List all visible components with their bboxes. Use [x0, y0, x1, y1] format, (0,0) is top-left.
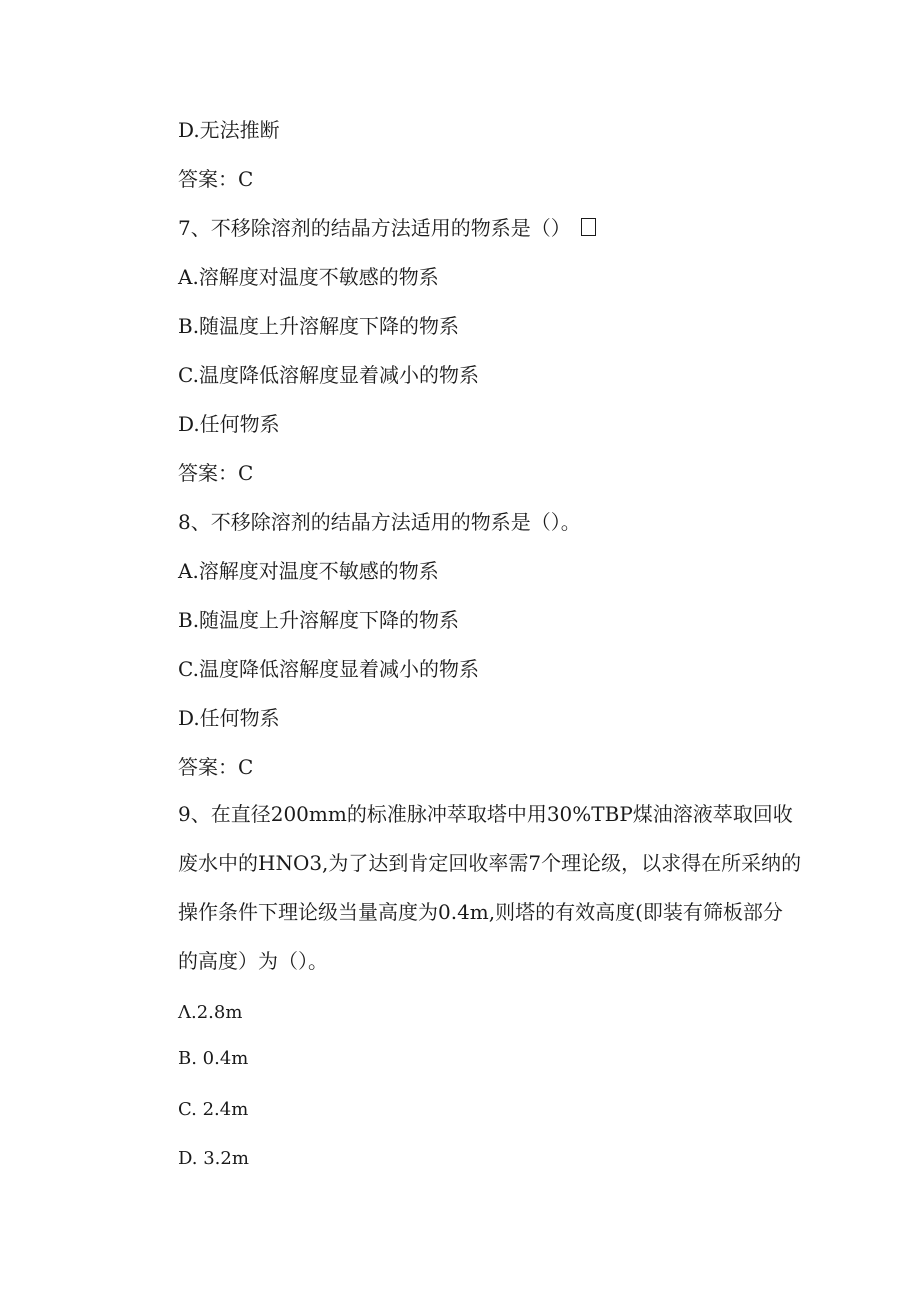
checkbox-glyph-icon: [581, 218, 596, 236]
q7-option-a: A.溶解度对温度不敏感的物系: [178, 265, 439, 289]
q7-stem-text: 7、不移除溶剂的结晶方法适用的物系是（）: [178, 216, 571, 240]
q9-stem: [178, 790, 802, 986]
q7-option-c: C.温度降低溶解度显着减小的物系: [178, 363, 479, 387]
q9-option-a: Λ.2.8m: [178, 1002, 243, 1023]
q8-option-d: D.任何物系: [178, 706, 280, 730]
q9-stem-line: 的高度）为（）。: [178, 949, 328, 973]
q9-option-c: C. 2.4m: [178, 1099, 249, 1120]
q7-stem: [178, 214, 596, 242]
q6-answer: 答案：C: [178, 167, 254, 191]
q7-option-b: B.随温度上升溶解度下降的物系: [178, 314, 460, 338]
q9-stem-line: 9、在直径200mm的标准脉冲萃取塔中用30%TBP煤油溶液萃取回收: [178, 802, 793, 826]
q7-answer: 答案：C: [178, 461, 254, 485]
q9-stem-line: 操作条件下理论级当量高度为0.4m,则塔的有效高度(即装有筛板部分: [178, 900, 783, 924]
q8-option-a: A.溶解度对温度不敏感的物系: [178, 559, 439, 583]
q8-stem: 8、不移除溶剂的结晶方法适用的物系是（）。: [178, 510, 581, 534]
q9-option-b: B. 0.4m: [178, 1048, 249, 1069]
q9-option-d: D. 3.2m: [178, 1148, 249, 1169]
q9-stem-line: 废水中的HNO3,为了达到肯定回收率需7个理论级，以求得在所采纳的: [178, 851, 802, 875]
q7-option-d: D.任何物系: [178, 412, 280, 436]
q8-option-b: B.随温度上升溶解度下降的物系: [178, 608, 460, 632]
q8-option-c: C.温度降低溶解度显着减小的物系: [178, 657, 479, 681]
q6-option-d: D.无法推断: [178, 118, 280, 142]
q8-answer: 答案：C: [178, 755, 254, 779]
